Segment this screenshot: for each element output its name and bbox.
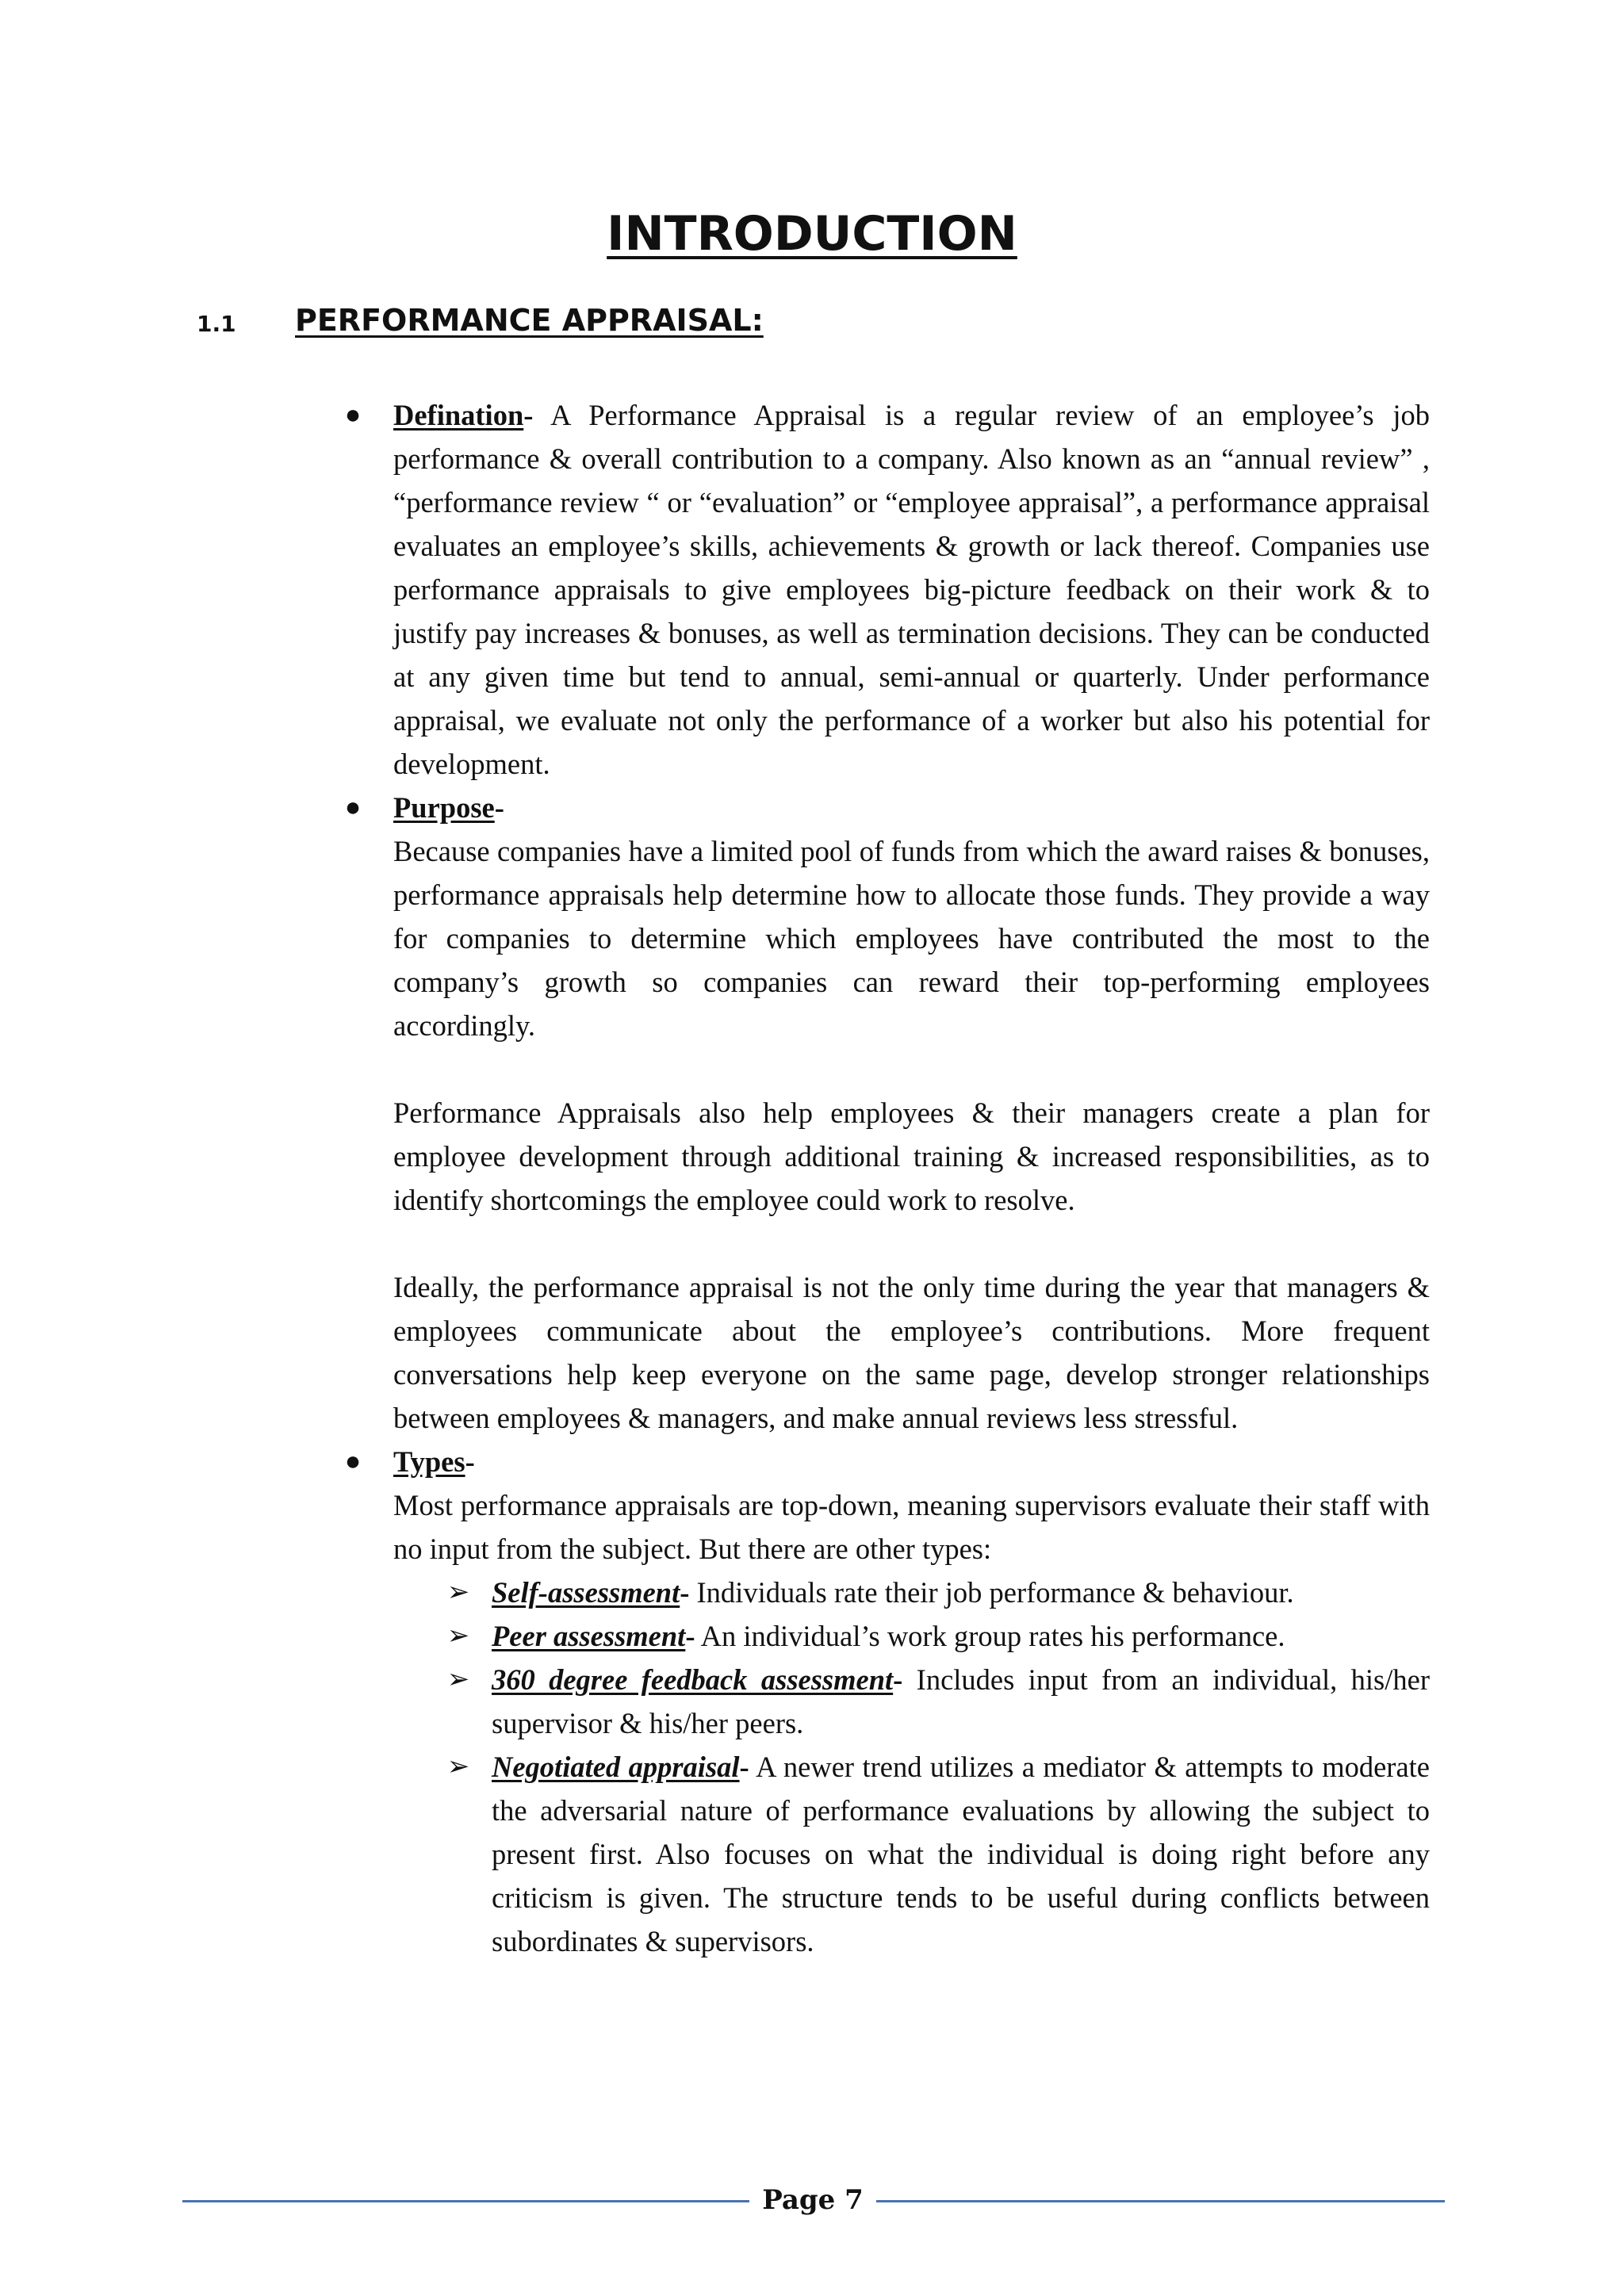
bullet-dot-icon: ● — [344, 400, 362, 430]
footer-rule-left — [182, 2200, 749, 2202]
definition-heading: Defination — [393, 399, 524, 431]
type-dash: - — [680, 1576, 690, 1609]
purpose-heading: Purpose — [393, 791, 495, 824]
type-dash: - — [685, 1620, 695, 1652]
bullet-dot-icon: ● — [344, 1447, 362, 1476]
type-paragraph — [492, 1745, 1430, 1963]
body-text — [344, 393, 1430, 1963]
type-text: A newer trend utilizes a mediator & attempts to moderate the adversarial nature of performance evaluations by allowing the subject to present first. Also focuses on what the individual is doing right before any criticism is given. The structure tends to be useful during conflicts between subordinates & supervisors. — [492, 1751, 1430, 1957]
bullet-dot-icon: ● — [344, 793, 362, 822]
type-text: An individual’s work group rates his performance. — [695, 1620, 1285, 1652]
type-paragraph — [492, 1658, 1430, 1745]
definition-text: A Performance Appraisal is a regular review of an employee’s job performance & overall contribution to a company. Also known as an “annual review” , “performance review “ or “evaluation” or “employee appraisal”, a performance appraisal evaluates an employee’s skills, achievements & growth or lack thereof. Companies use performance appraisals to give employees big-picture feedback on their work & to justify pay increases & bonuses, as well as termination decisions. They can be conducted at any given time but tend to annual, semi-annual or quarterly. Under performance appraisal, we evaluate not only the performance of a worker but also his potential for development. — [393, 399, 1430, 780]
type-dash: - — [739, 1751, 749, 1783]
section-label: PERFORMANCE APPRAISAL: — [295, 303, 764, 338]
purpose-paragraph-1: Because companies have a limited pool of funds from which the award raises & bonuses, performance appraisals help determine how to allocate those funds. They provide a way for companies to determine which employees have contributed the most to the company’s growth so companies can reward their top-performing employees accordingly. — [393, 835, 1430, 1042]
type-text: Includes input from an individual, his/her supervisor & his/her peers. — [492, 1663, 1430, 1739]
bullet-purpose — [344, 786, 1430, 1440]
type-dash: - — [893, 1663, 903, 1696]
bullet-definition — [344, 393, 1430, 786]
section-number: 1.1 — [197, 311, 236, 337]
purpose-paragraph-3: Ideally, the performance appraisal is not the only time during the year that managers & employees communicate about the employee’s contributions. More frequent conversations help keep everyone on the same page, develop stronger relationships between employees & managers, and make annual reviews less stressful. — [393, 1271, 1430, 1434]
page-number: Page 7 — [762, 2184, 864, 2216]
types-intro: Most performance appraisals are top-down, meaning supervisors evaluate their staff with no input from the subject. But there are other types: — [393, 1489, 1430, 1565]
type-name: Peer assessment — [492, 1620, 686, 1652]
arrow-bullet-icon: ➢ — [446, 1578, 470, 1607]
purpose-paragraph-2: Performance Appraisals also help employees & their managers create a plan for employee development through additional training & increased responsibilities, as to identify shortcomings the employee could work to resolve. — [393, 1096, 1430, 1216]
arrow-bullet-icon: ➢ — [446, 1752, 470, 1781]
page-footer — [182, 2163, 1445, 2218]
purpose-dash: - — [494, 791, 504, 824]
type-name: 360 degree feedback assessment — [492, 1663, 894, 1696]
type-name: Negotiated appraisal — [492, 1751, 740, 1783]
purpose-heading-line — [393, 786, 1430, 829]
type-paragraph — [492, 1571, 1430, 1614]
types-heading: Types — [393, 1445, 465, 1478]
footer-rule-right — [876, 2200, 1445, 2202]
types-heading-line — [393, 1440, 1430, 1483]
arrow-bullet-icon: ➢ — [446, 1665, 470, 1694]
type-item-360-feedback — [446, 1658, 1430, 1745]
type-item-negotiated-appraisal — [446, 1745, 1430, 1963]
types-dash: - — [465, 1445, 475, 1478]
definition-dash: - — [523, 399, 534, 431]
definition-paragraph — [393, 393, 1430, 786]
page-title — [0, 202, 1624, 266]
type-text: Individuals rate their job performance & behaviour. — [689, 1576, 1294, 1609]
bullet-types — [344, 1440, 1430, 1963]
type-item-self-assessment — [446, 1571, 1430, 1614]
arrow-bullet-icon: ➢ — [446, 1621, 470, 1651]
type-paragraph — [492, 1614, 1430, 1658]
type-item-peer-assessment — [446, 1614, 1430, 1658]
page-title-text: INTRODUCTION — [607, 206, 1017, 262]
type-name: Self-assessment — [492, 1576, 680, 1609]
